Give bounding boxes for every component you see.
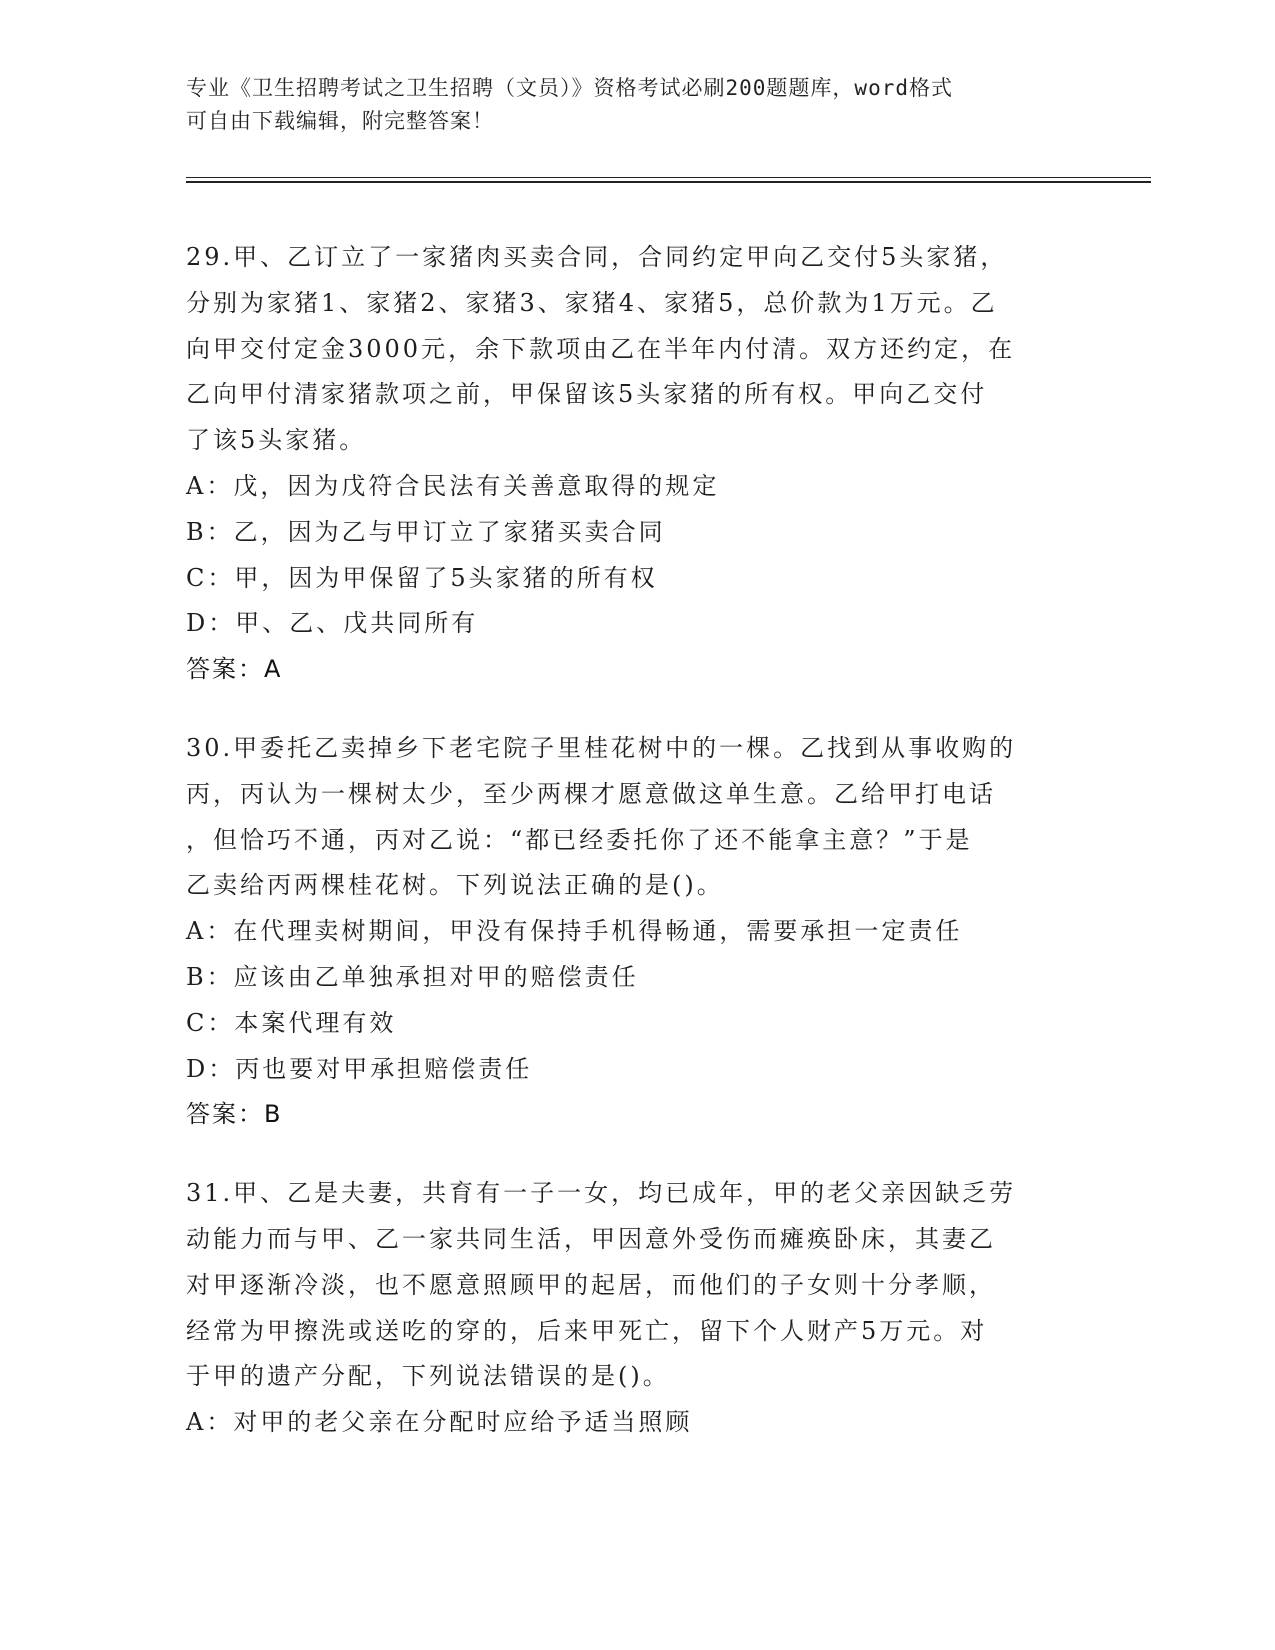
question-stem-line: 乙卖给丙两棵桂花树。下列说法正确的是()。 [186,871,724,900]
option-b: B：乙，因为乙与甲订立了家猪买卖合同 [186,517,666,546]
question-30 [186,726,1086,1138]
option-c: C：甲，因为甲保留了5头家猪的所有权 [186,563,658,592]
question-29 [186,235,1086,693]
answer-label: 答案：A [186,655,283,684]
document-header [186,72,1076,138]
question-stem-line: 了该5头家猪。 [186,426,367,455]
header-line-1: 专业《卫生招聘考试之卫生招聘（文员）》资格考试必刷200题题库，word格式 [186,76,953,100]
header-divider-thick [186,181,1151,183]
question-stem-line: 向甲交付定金3000元，余下款项由乙在半年内付清。双方还约定，在 [186,334,1016,363]
option-d: D：丙也要对甲承担赔偿责任 [186,1054,533,1083]
answer-label: 答案：B [186,1100,283,1129]
question-stem-line: 经常为甲擦洗或送吃的穿的，后来甲死亡，留下个人财产5万元。对 [186,1316,988,1345]
question-stem-line: 动能力而与甲、乙一家共同生活，甲因意外受伤而瘫痪卧床，其妻乙 [186,1224,996,1253]
option-a: A：戊，因为戊符合民法有关善意取得的规定 [186,471,720,500]
option-b: B：应该由乙单独承担对甲的赔偿责任 [186,962,639,991]
option-a: A：对甲的老父亲在分配时应给予适当照顾 [186,1408,693,1437]
option-c: C：本案代理有效 [186,1008,397,1037]
question-stem-line: 乙向甲付清家猪款项之前，甲保留该5头家猪的所有权。甲向乙交付 [186,380,988,409]
header-divider-thin [186,177,1151,178]
question-stem-line: 于甲的遗产分配，下列说法错误的是()。 [186,1362,670,1391]
question-stem-line: 丙，丙认为一棵树太少，至少两棵才愿意做这单生意。乙给甲打电话 [186,779,996,808]
option-d: D：甲、乙、戊共同所有 [186,609,479,638]
question-stem-line: ，但恰巧不通，丙对乙说：“都已经委托你了还不能拿主意？”于是 [186,825,973,854]
question-stem-line: 31.甲、乙是夫妻，共育有一子一女，均已成年，甲的老父亲因缺乏劳 [186,1179,1017,1208]
header-line-2: 可自由下载编辑，附完整答案！ [186,109,494,133]
question-stem-line: 30.甲委托乙卖掉乡下老宅院子里桂花树中的一棵。乙找到从事收购的 [186,733,1017,762]
question-list [186,235,1086,1479]
option-a: A：在代理卖树期间，甲没有保持手机得畅通，需要承担一定责任 [186,917,963,946]
question-stem-line: 对甲逐渐冷淡，也不愿意照顾甲的起居，而他们的子女则十分孝顺， [186,1270,996,1299]
question-stem-line: 分别为家猪1、家猪2、家猪3、家猪4、家猪5，总价款为1万元。乙 [186,288,998,317]
question-31 [186,1171,1086,1446]
question-stem-line: 29.甲、乙订立了一家猪肉买卖合同，合同约定甲向乙交付5头家猪， [186,243,1008,271]
